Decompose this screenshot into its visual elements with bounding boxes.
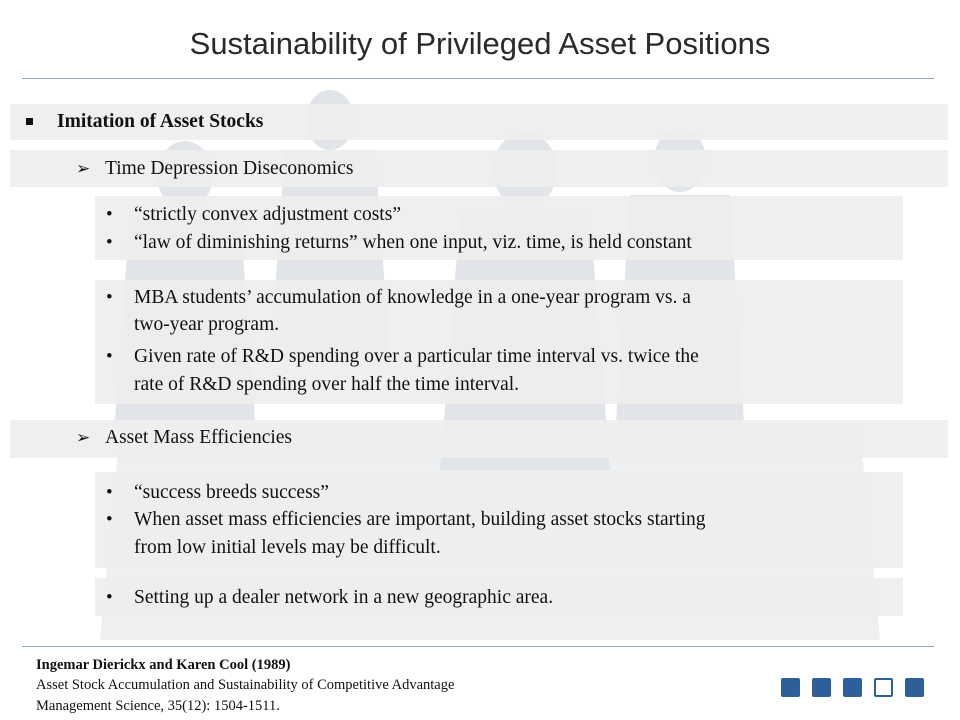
nav-square-2[interactable] — [812, 678, 831, 697]
bullet-dot-icon: • — [106, 509, 113, 530]
square-bullet-icon — [26, 118, 33, 125]
nav-square-1[interactable] — [781, 678, 800, 697]
section2-heading: Asset Mass Efficiencies — [105, 427, 293, 448]
bullet-dot-icon: • — [106, 346, 113, 367]
list-item: Given rate of R&D spending over a particular time interval vs. twice the — [134, 346, 699, 367]
page-title: Sustainability of Privileged Asset Positions — [189, 26, 771, 61]
citation-journal: Management Science, 35(12): 1504-1511. — [36, 698, 280, 714]
title-divider — [22, 78, 934, 79]
list-item: When asset mass efficiencies are important, building asset stocks starting — [134, 509, 706, 530]
level1-heading: Imitation of Asset Stocks — [57, 111, 264, 132]
arrow-bullet-icon: ➢ — [76, 428, 91, 447]
citation-authors: Ingemar Dierickx and Karen Cool (1989) — [36, 657, 291, 673]
bullet-dot-icon: • — [106, 287, 113, 308]
list-item: Setting up a dealer network in a new geographic area. — [134, 587, 554, 608]
arrow-bullet-icon: ➢ — [76, 159, 91, 178]
list-item-continuation: from low initial levels may be difficult. — [134, 537, 441, 558]
nav-square-current[interactable] — [874, 678, 893, 697]
list-item: “strictly convex adjustment costs” — [134, 204, 401, 225]
nav-square-3[interactable] — [843, 678, 862, 697]
list-item-continuation: rate of R&D spending over half the time interval. — [134, 374, 520, 395]
section1-heading: Time Depression Diseconomics — [105, 158, 354, 179]
bullet-dot-icon: • — [106, 482, 113, 503]
nav-square-5[interactable] — [905, 678, 924, 697]
list-item-continuation: two-year program. — [134, 314, 280, 335]
list-item: MBA students’ accumulation of knowledge in a one-year program vs. a — [134, 287, 691, 308]
bullet-dot-icon: • — [106, 587, 113, 608]
citation-title: Asset Stock Accumulation and Sustainability of Competitive Advantage — [36, 677, 455, 693]
bullet-dot-icon: • — [106, 232, 113, 253]
bullet-dot-icon: • — [106, 204, 113, 225]
list-item: “success breeds success” — [134, 482, 329, 503]
list-item: “law of diminishing returns” when one input, viz. time, is held constant — [134, 232, 692, 253]
footer-divider — [22, 646, 934, 647]
